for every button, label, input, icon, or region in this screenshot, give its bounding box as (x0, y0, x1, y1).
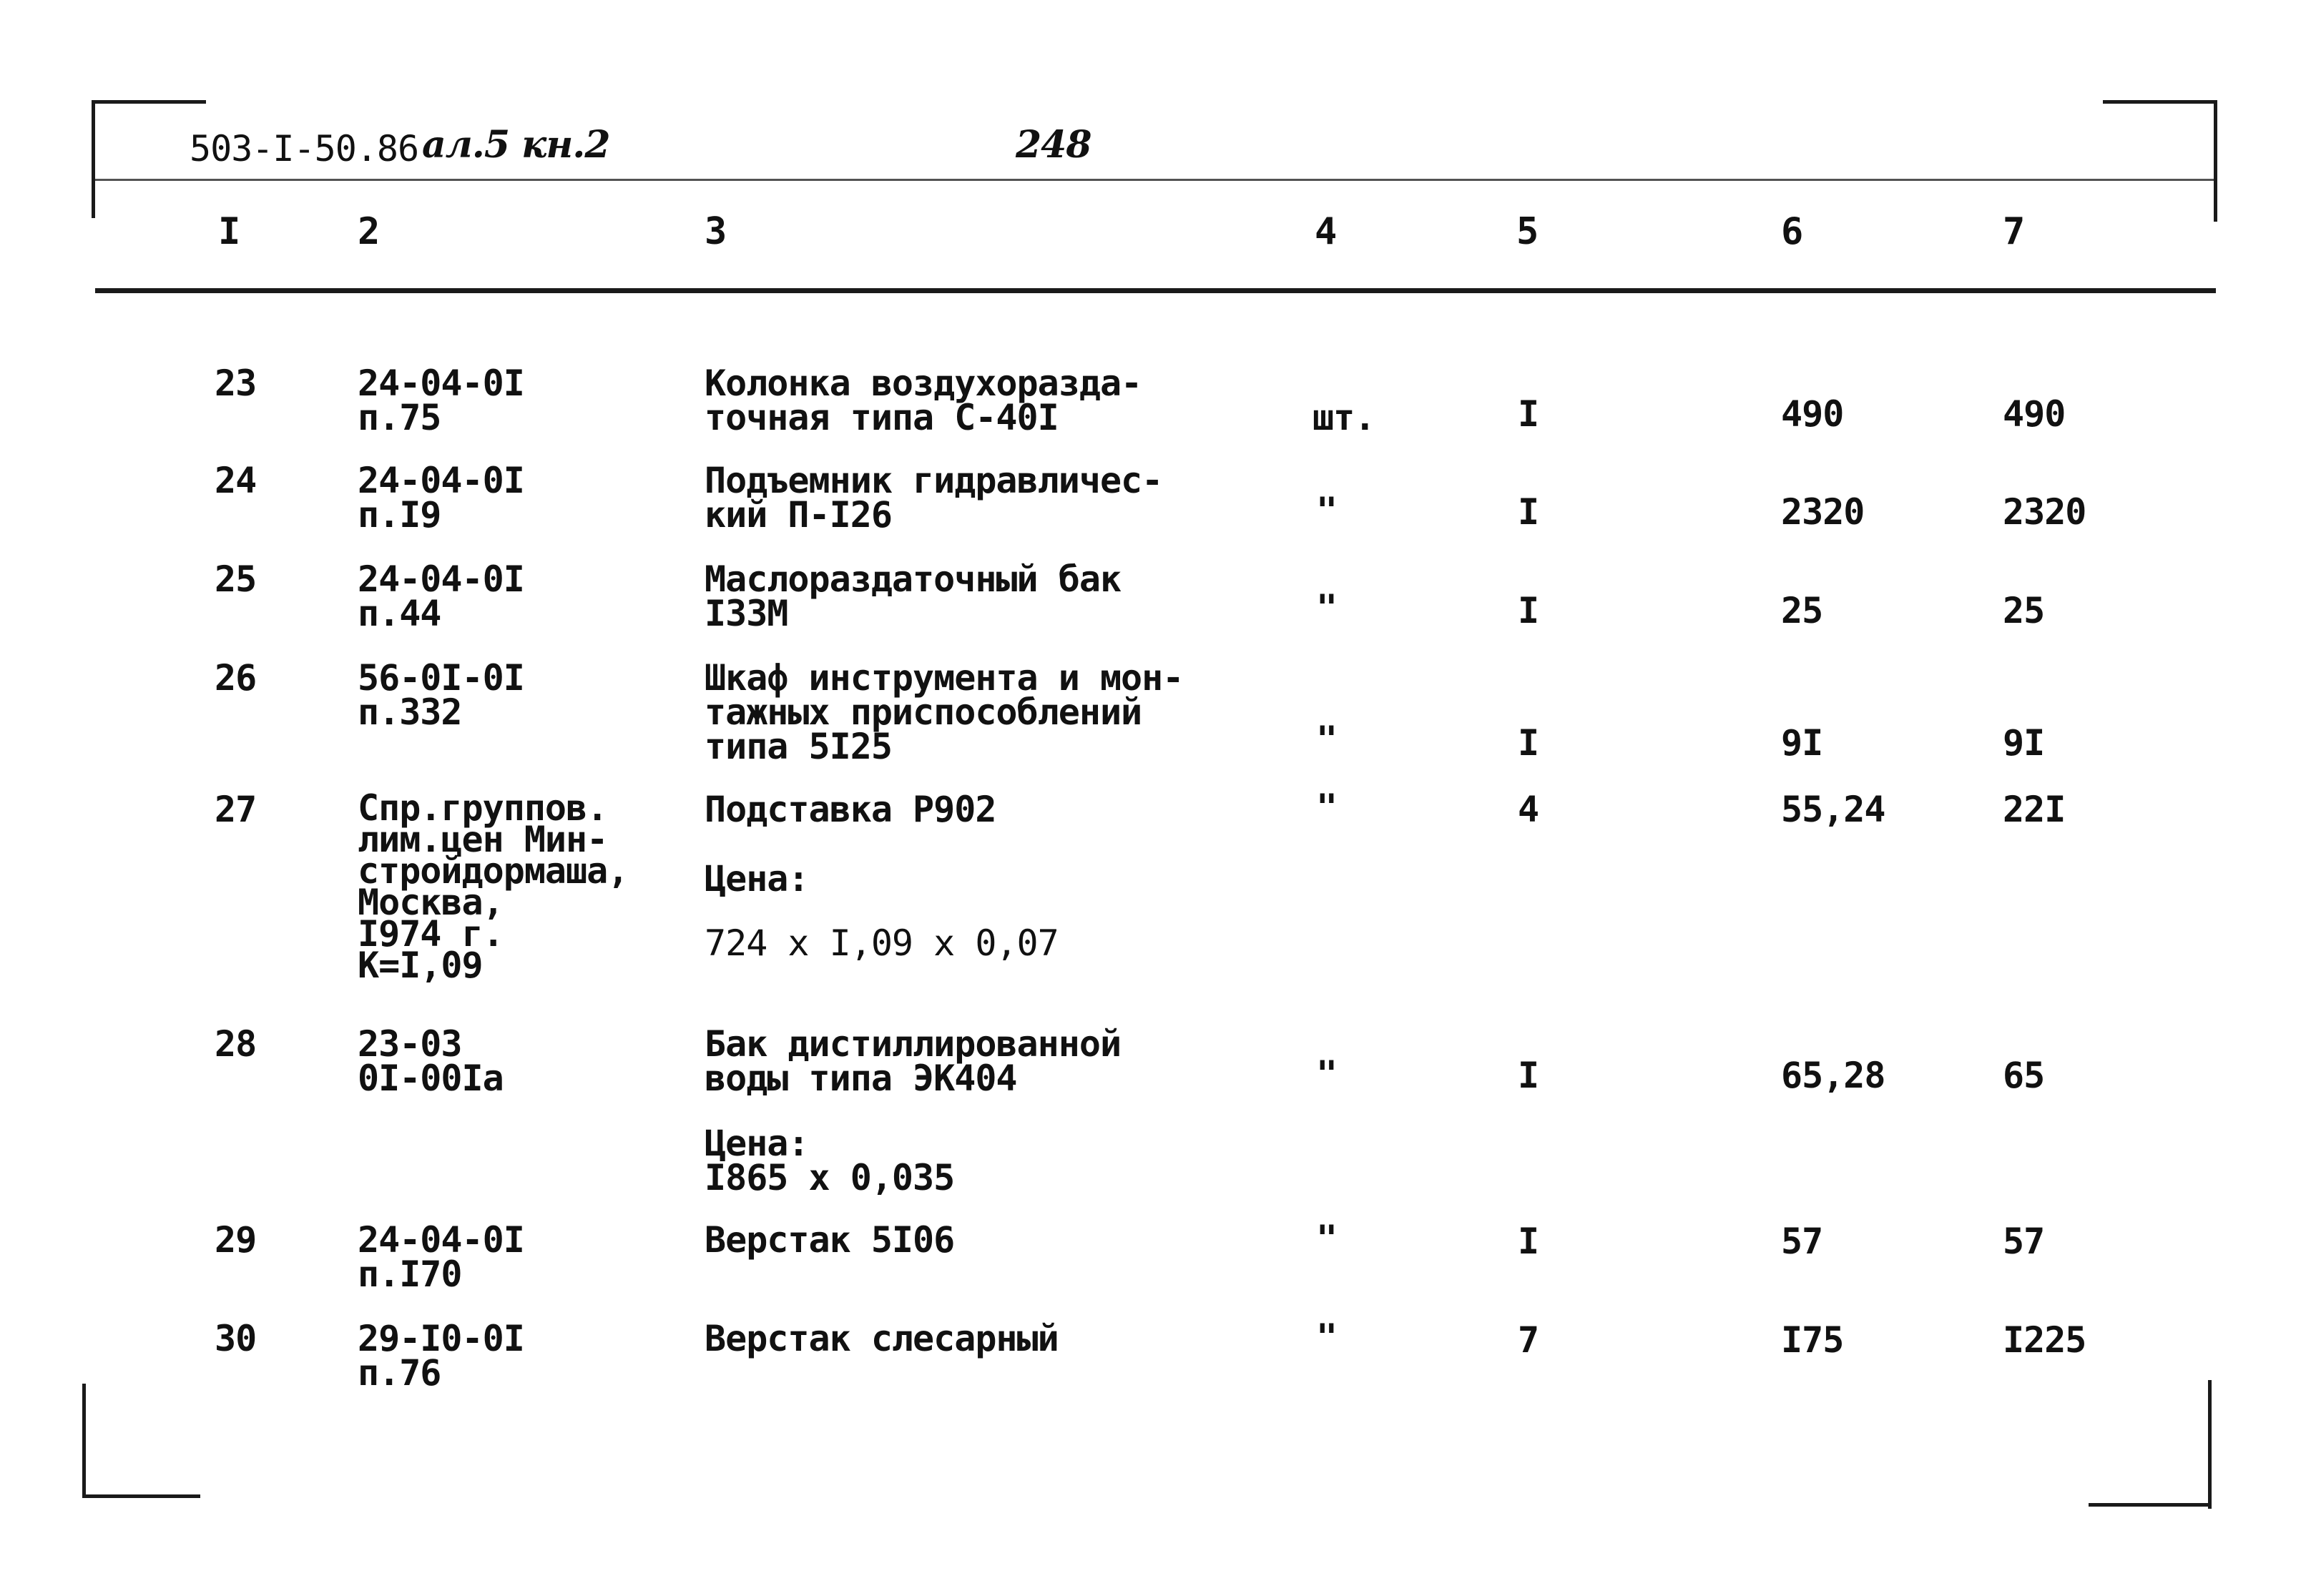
header-thin-rule (95, 179, 2216, 181)
row-name: Колонка воздухораздa- точная типа С-40I (705, 363, 1142, 438)
row-total: 9I (2003, 722, 2045, 764)
row-number: 28 (215, 1023, 257, 1065)
frame-bottom-left-rule (82, 1494, 200, 1498)
row-qty: I (1518, 1055, 1539, 1096)
row-total: 22I (2003, 789, 2066, 830)
frame-left-top-edge (92, 100, 95, 218)
frame-right-top-edge (2214, 100, 2217, 222)
row-total: 2320 (2003, 491, 2086, 533)
row-number: 23 (215, 363, 257, 404)
row-price: 25 (1781, 590, 1823, 631)
row-code: 24-04-0I п.75 (358, 363, 524, 438)
row-price: 9I (1781, 722, 1823, 764)
frame-top-right-rule (2103, 100, 2217, 104)
row-unit: шт. (1313, 397, 1375, 438)
row-unit: " (1316, 719, 1338, 760)
row-price-note: Цена: I865 х 0,035 (705, 1123, 955, 1198)
row-name: Верстак 5I06 (705, 1219, 955, 1261)
row-qty: I (1518, 393, 1539, 435)
row-name: Бак дистиллированной воды типа ЭК404 (705, 1023, 1122, 1099)
row-price-note-label: Цена: (705, 858, 809, 900)
row-unit: " (1316, 490, 1338, 531)
document-code: 503-I-50.86 (190, 128, 419, 169)
frame-top-left-rule (92, 100, 206, 104)
row-total: 25 (2003, 590, 2045, 631)
row-price: I75 (1781, 1319, 1844, 1361)
row-total: 57 (2003, 1221, 2045, 1262)
column-header-5: 5 (1516, 210, 1539, 253)
row-unit: " (1316, 787, 1338, 828)
row-total: 490 (2003, 393, 2066, 435)
row-price: 57 (1781, 1221, 1823, 1262)
column-header-6: 6 (1781, 210, 1804, 253)
handwritten-reference: ал.5 кн.2 (422, 123, 610, 167)
frame-bottom-left-edge (82, 1384, 86, 1498)
frame-bottom-right-rule (2089, 1503, 2212, 1507)
row-number: 27 (215, 789, 257, 830)
row-unit: " (1316, 1316, 1338, 1358)
column-header-7: 7 (2003, 210, 2026, 253)
column-header-2: 2 (358, 210, 381, 253)
row-qty: 4 (1518, 789, 1539, 830)
row-name: Подъемник гидравличес- кий П-I26 (705, 460, 1163, 536)
row-code: 24-04-0I п.44 (358, 558, 524, 634)
row-number: 25 (215, 558, 257, 600)
page-number: 248 (1016, 123, 1091, 167)
row-unit: " (1316, 1053, 1338, 1095)
row-qty: I (1518, 1221, 1539, 1262)
row-number: 26 (215, 657, 257, 699)
row-total: 65 (2003, 1055, 2045, 1096)
row-price: 65,28 (1781, 1055, 1885, 1096)
row-code: 29-I0-0I п.76 (358, 1318, 524, 1394)
row-number: 29 (215, 1219, 257, 1261)
header-bottom-rule (95, 288, 2216, 293)
row-name: Шкаф инструмента и мон- тажных приспособлений типа 5I25 (705, 657, 1184, 767)
column-header-4: 4 (1315, 210, 1338, 253)
row-unit: " (1316, 587, 1338, 629)
row-price: 490 (1781, 393, 1844, 435)
row-total: I225 (2003, 1319, 2086, 1361)
row-code: 24-04-0I п.I70 (358, 1219, 524, 1295)
row-qty: I (1518, 722, 1539, 764)
row-number: 30 (215, 1318, 257, 1359)
frame-bottom-right-edge (2208, 1380, 2212, 1509)
row-price: 2320 (1781, 491, 1865, 533)
row-code: 24-04-0I п.I9 (358, 460, 524, 536)
row-number: 24 (215, 460, 257, 501)
row-qty: 7 (1518, 1319, 1539, 1361)
row-name: Подставка Р902 (705, 789, 996, 830)
row-price: 55,24 (1781, 789, 1885, 830)
row-price-note-formula: 724 х I,09 х 0,07 (705, 922, 1059, 964)
column-header-3: 3 (705, 210, 727, 253)
row-name: Верстак слесарный (705, 1318, 1059, 1359)
column-header-1: I (218, 210, 241, 253)
row-unit: " (1316, 1218, 1338, 1259)
row-qty: I (1518, 491, 1539, 533)
row-code: 23-03 0I-00Iа (358, 1023, 504, 1099)
row-code: 56-0I-0I п.332 (358, 657, 524, 733)
row-code: Спр.группов. лим.цен Мин- стройдормаша, Москва, I974 г. К=I,09 (358, 787, 629, 986)
row-name: Маслораздаточный бак I33М (705, 558, 1122, 634)
row-qty: I (1518, 590, 1539, 631)
